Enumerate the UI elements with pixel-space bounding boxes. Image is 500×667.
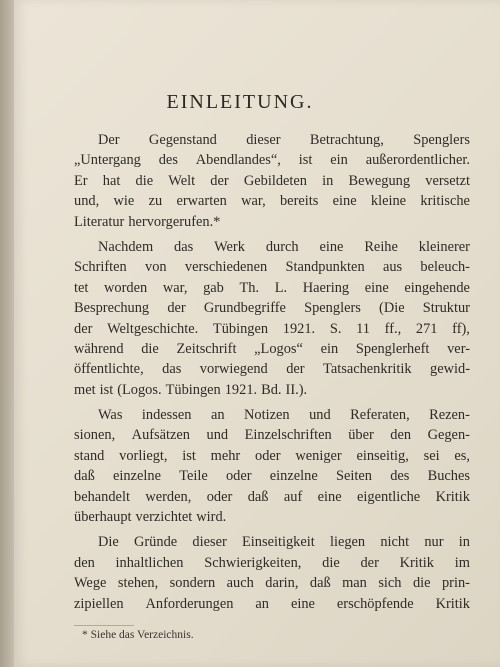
paragraph [74,405,470,527]
text-line: sionen, Aufsätzen und Einzelschriften über den Gegen- [74,427,470,444]
text-line: zipiellen Anforderungen an eine erschöpfende Kritik [74,595,470,612]
text-line: „Untergang des Abendlandes“, ist ein außerordentlicher. [74,152,470,169]
footnote: * Siehe das Verzeichnis. [82,629,194,641]
text-line: behandelt werden, oder daß auf eine eigentliche Kritik [74,488,470,505]
text-line: und, wie zu erwarten war, bereits eine kleine kritische [74,193,470,210]
paragraph [74,237,470,400]
text-line: Der Gegenstand dieser Betrachtung, Spenglers [98,132,470,148]
text-line: met ist (Logos. Tübingen 1921. Bd. II.). [74,381,308,398]
page-gutter [0,0,14,667]
text-line: Nachdem das Werk durch eine Reihe kleinerer [98,238,470,255]
text-line: öffentlichte, das vorwiegend der Tatsachenkritik gewid- [74,361,470,378]
paragraph [74,532,470,614]
text-line: Er hat die Welt der Gebildeten in Bewegung versetzt [74,172,470,189]
text-line: Besprechung der Grundbegriffe Spenglers (Die Struktur [74,300,470,317]
text-line: Literatur hervorgerufen.* [74,213,221,230]
text-line: Die Gründe dieser Einseitigkeit liegen nicht nur in [98,534,470,551]
body-text [74,130,470,619]
text-line: stand vorliegt, ist mehr oder weniger einseitig, sei es, [74,447,470,464]
text-line: während die Zeitschrift „Logos“ ein Spenglerheft ver- [74,340,470,357]
text-line: überhaupt verzichtet wird. [74,509,227,526]
chapter-heading: EINLEITUNG. [166,91,314,113]
text-line: Was indessen an Notizen und Referaten, Rezen- [98,407,470,424]
text-line: daß einzelne Teile oder einzelne Seiten des Buches [74,468,470,485]
text-line: den inhaltlichen Schwierigkeiten, die der Kritik im [74,554,470,571]
text-line: Wege stehen, sondern auch darin, daß man sich die prin- [74,575,470,592]
paragraph [74,130,470,232]
footnote-rule [74,625,134,626]
text-line: tet worden war, gab Th. L. Haering eine eingehende [74,279,470,296]
text-line: der Weltgeschichte. Tübingen 1921. S. 11 ff., 271 ff), [74,320,470,337]
text-line: Schriften von verschiedenen Standpunkten aus beleuch- [74,259,470,276]
